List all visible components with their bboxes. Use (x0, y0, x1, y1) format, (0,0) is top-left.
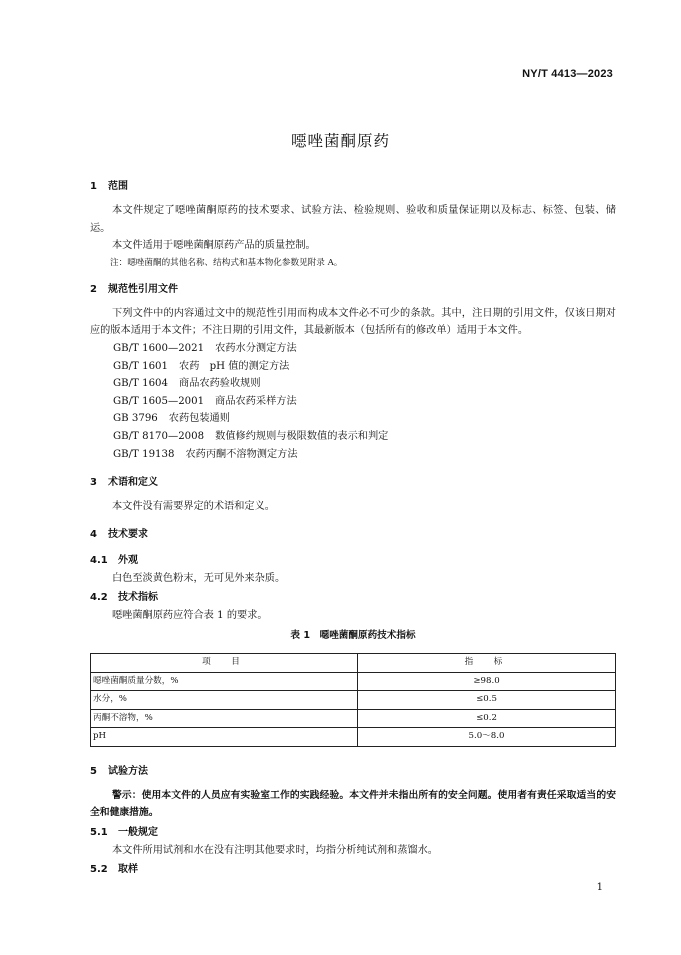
table-row (91, 728, 616, 747)
section-5-1-para: 本文件所用试剂和水在没有注明其他要求时，均指分析纯试剂和蒸馏水。 (112, 844, 438, 856)
table-cell-item: 噁唑菌酮质量分数，% (91, 672, 358, 691)
table-cell-item: 水分，% (91, 691, 358, 710)
reference-item: GB/T 1601 农药 pH 值的测定方法 (113, 360, 290, 372)
section-4-1-para: 白色至淡黄色粉末，无可见外来杂质。 (112, 572, 286, 584)
table-1-caption: 表 1 噁唑菌酮原药技术指标 (290, 629, 416, 641)
standard-number: NY/T 4413—2023 (522, 68, 613, 80)
table-cell-value: ≤0.5 (358, 691, 616, 710)
table-1 (90, 653, 616, 747)
section-1-para-1: 本文件规定了噁唑菌酮原药的技术要求、试验方法、检验规则、验收和质量保证期以及标志、标签、包装、储运。 (90, 205, 616, 234)
document-body (90, 178, 616, 879)
section-4-2-heading: 4.2 技术指标 (90, 592, 158, 604)
section-2-para: 下列文件中的内容通过文中的规范性引用而构成本文件必不可少的条款。其中，注日期的引用文件，仅该日期对应的版本适用于本文件；不注日期的引用文件，其最新版本（包括所有的修改单）适用于本文件。 (90, 307, 616, 337)
table-cell-value: ≥98.0 (358, 672, 616, 691)
section-1-note: 注：噁唑菌酮的其他名称、结构式和基本物化参数见附录 A。 (110, 257, 343, 268)
reference-list (90, 340, 616, 463)
table-cell-item: 丙酮不溶物，% (91, 709, 358, 728)
section-4-heading: 4 技术要求 (90, 528, 148, 540)
section-3-heading: 3 术语和定义 (90, 477, 158, 489)
safety-warning: 警示：使用本文件的人员应有实验室工作的实践经验。本文件并未指出所有的安全问题。使用者有责任采取适当的安全和健康措施。 (90, 789, 616, 819)
section-3-para: 本文件没有需要界定的术语和定义。 (112, 501, 275, 513)
section-5-1-heading: 5.1 一般规定 (90, 826, 158, 838)
section-2-heading: 2 规范性引用文件 (90, 283, 178, 295)
document-title: 噁唑菌酮原药 (290, 132, 390, 150)
section-1-heading: 1 范围 (90, 181, 128, 192)
section-4-1-heading: 4.1 外观 (90, 554, 138, 566)
reference-item: GB/T 1605—2001 商品农药采样方法 (113, 395, 297, 407)
section-5-2-heading: 5.2 取样 (90, 864, 138, 876)
table-header-row (91, 653, 616, 672)
reference-item: GB/T 8170—2008 数值修约规则与极限数值的表示和判定 (113, 430, 389, 442)
table-header-item: 项 目 (91, 653, 358, 672)
table-row (91, 672, 616, 691)
table-row (91, 709, 616, 728)
reference-item: GB/T 19138 农药丙酮不溶物测定方法 (113, 448, 298, 460)
section-4-2-para: 噁唑菌酮原药应符合表 1 的要求。 (112, 610, 268, 622)
section-5-heading: 5 试验方法 (90, 765, 148, 777)
table-cell-value: ≤0.2 (358, 709, 616, 728)
reference-item: GB/T 1600—2021 农药水分测定方法 (113, 342, 297, 354)
reference-item: GB/T 1604 商品农药验收规则 (113, 378, 261, 390)
reference-item: GB 3796 农药包装通则 (113, 413, 230, 425)
table-cell-value: 5.0～8.0 (358, 728, 616, 747)
table-header-value: 指 标 (358, 653, 616, 672)
section-1-para-2: 本文件适用于噁唑菌酮原药产品的质量控制。 (112, 240, 316, 252)
table-cell-item: pH (91, 728, 358, 747)
table-row (91, 691, 616, 710)
page-number: 1 (596, 882, 603, 893)
